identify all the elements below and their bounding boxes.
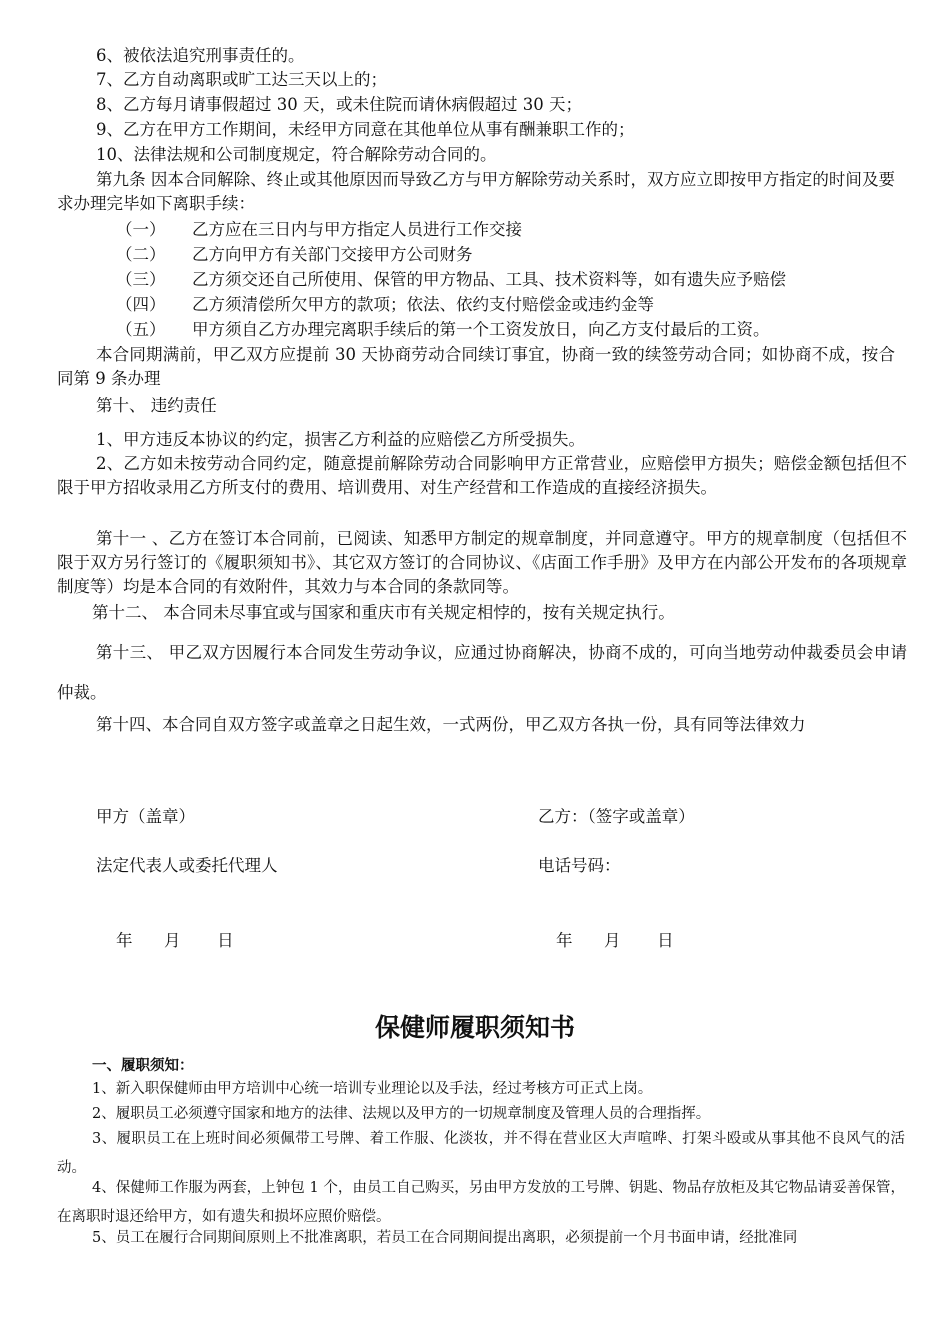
list-item: 9、乙方在甲方工作期间，未经甲方同意在其他单位从事有酬兼职工作的；: [96, 120, 635, 139]
article-10-paragraph: 1、甲方违反本协议的约定，损害乙方利益的应赔偿乙方所受损失。: [96, 430, 585, 449]
article-9-item-text: 乙方须清偿所欠甲方的款项；依法、依约支付赔偿金或违约金等: [192, 295, 654, 314]
notice-item: 3、履职员工在上班时间必须佩带工号牌、着工作服、化淡妆，并不得在营业区大声喧哗、打架斗殴或从事其他不良风气的活动。: [57, 1131, 905, 1176]
list-item: 8、乙方每月请事假超过 30 天，或未住院而请休病假超过 30 天；: [96, 95, 582, 114]
article-9-item-number: （二）: [116, 245, 166, 264]
article-9-item-text: 乙方应在三日内与甲方指定人员进行工作交接: [192, 220, 522, 239]
article-9-item-number: （三）: [116, 270, 166, 289]
notice-section-heading: 一、履职须知：: [92, 1057, 194, 1074]
article-9-item-number: （四）: [116, 295, 166, 314]
party-a-seal-label: 甲方（盖章）: [96, 807, 195, 826]
notice-title: 保健师履职须知书: [374, 1013, 575, 1042]
article-12-paragraph: 第十二、 本合同未尽事宜或与国家和重庆市有关规定相悖的，按有关规定执行。: [92, 603, 675, 622]
article-9-item-number: （一）: [116, 220, 166, 239]
list-item: 10、法律法规和公司制度规定，符合解除劳动合同的。: [96, 145, 497, 164]
renewal-paragraph: 本合同期满前，甲乙双方应提前 30 天协商劳动合同续订事宜，协商一致的续签劳动合同；如协商不成，按合同第 9 条办理: [57, 345, 895, 388]
notice-item: 4、保健师工作服为两套，上钟包 1 个，由员工自己购买，另由甲方发放的工号牌、钥匙、物品存放柜及其它物品请妥善保管，在离职时退还给甲方，如有遗失和损坏应照价赔偿。: [57, 1180, 905, 1225]
party-a-date: 年 月 日: [116, 931, 234, 950]
article-11-paragraph: 第十一 、乙方在签订本合同前，已阅读、知悉甲方制定的规章制度，并同意遵守。甲方的规章制度（包括但不限于双方另行签订的《履职须知书》、其它双方签订的合同协议、《店面工作手册》及甲方在内部公开发布的各项规章制度等）均是本合同的有效附件，其效力与本合同的条款同等。: [57, 529, 907, 596]
notice-item: 5、员工在履行合同期间原则上不批准离职，若员工在合同期间提出离职，必须提前一个月书面申请，经批准同: [92, 1230, 798, 1246]
article-9-paragraph: 第九条 因本合同解除、终止或其他原因而导致乙方与甲方解除劳动关系时，双方应立即按甲方指定的时间及要求办理完毕如下离职手续：: [57, 170, 895, 213]
article-9-item-text: 乙方须交还自己所使用、保管的甲方物品、工具、技术资料等，如有遗失应予赔偿: [192, 270, 786, 289]
party-b-signature-label: 乙方：（签字或盖章）: [538, 807, 695, 826]
article-9-item-text: 甲方须自乙方办理完离职手续后的第一个工资发放日，向乙方支付最后的工资。: [192, 320, 770, 339]
article-9-item-number: （五）: [116, 320, 166, 339]
notice-item: 2、履职员工必须遵守国家和地方的法律、法规以及甲方的一切规章制度及管理人员的合理指挥。: [92, 1106, 711, 1122]
list-item: 6、被依法追究刑事责任的。: [96, 46, 305, 65]
article-14-paragraph: 第十四、本合同自双方签字或盖章之日起生效，一式两份，甲乙双方各执一份，具有同等法律效力: [96, 715, 806, 734]
notice-item: 1、新入职保健师由甲方培训中心统一培训专业理论以及手法，经过考核方可正式上岗。: [92, 1081, 653, 1097]
representative-label: 法定代表人或委托代理人: [96, 856, 278, 875]
article-9-item-text: 乙方向甲方有关部门交接甲方公司财务: [192, 245, 473, 264]
list-item: 7、乙方自动离职或旷工达三天以上的；: [96, 70, 387, 89]
party-b-date: 年 月 日: [556, 931, 674, 950]
phone-label: 电话号码：: [538, 856, 621, 875]
article-10-paragraph: 2、乙方如未按劳动合同约定，随意提前解除劳动合同影响甲方正常营业，应赔偿甲方损失；赔偿金额包括但不限于甲方招收录用乙方所支付的费用、培训费用、对生产经营和工作造成的直接经济损失。: [57, 454, 907, 497]
article-10-heading: 第十、 违约责任: [96, 396, 217, 415]
article-13-paragraph: 第十三、 甲乙双方因履行本合同发生劳动争议，应通过协商解决，协商不成的，可向当地劳动仲裁委员会申请仲裁。: [57, 643, 907, 702]
